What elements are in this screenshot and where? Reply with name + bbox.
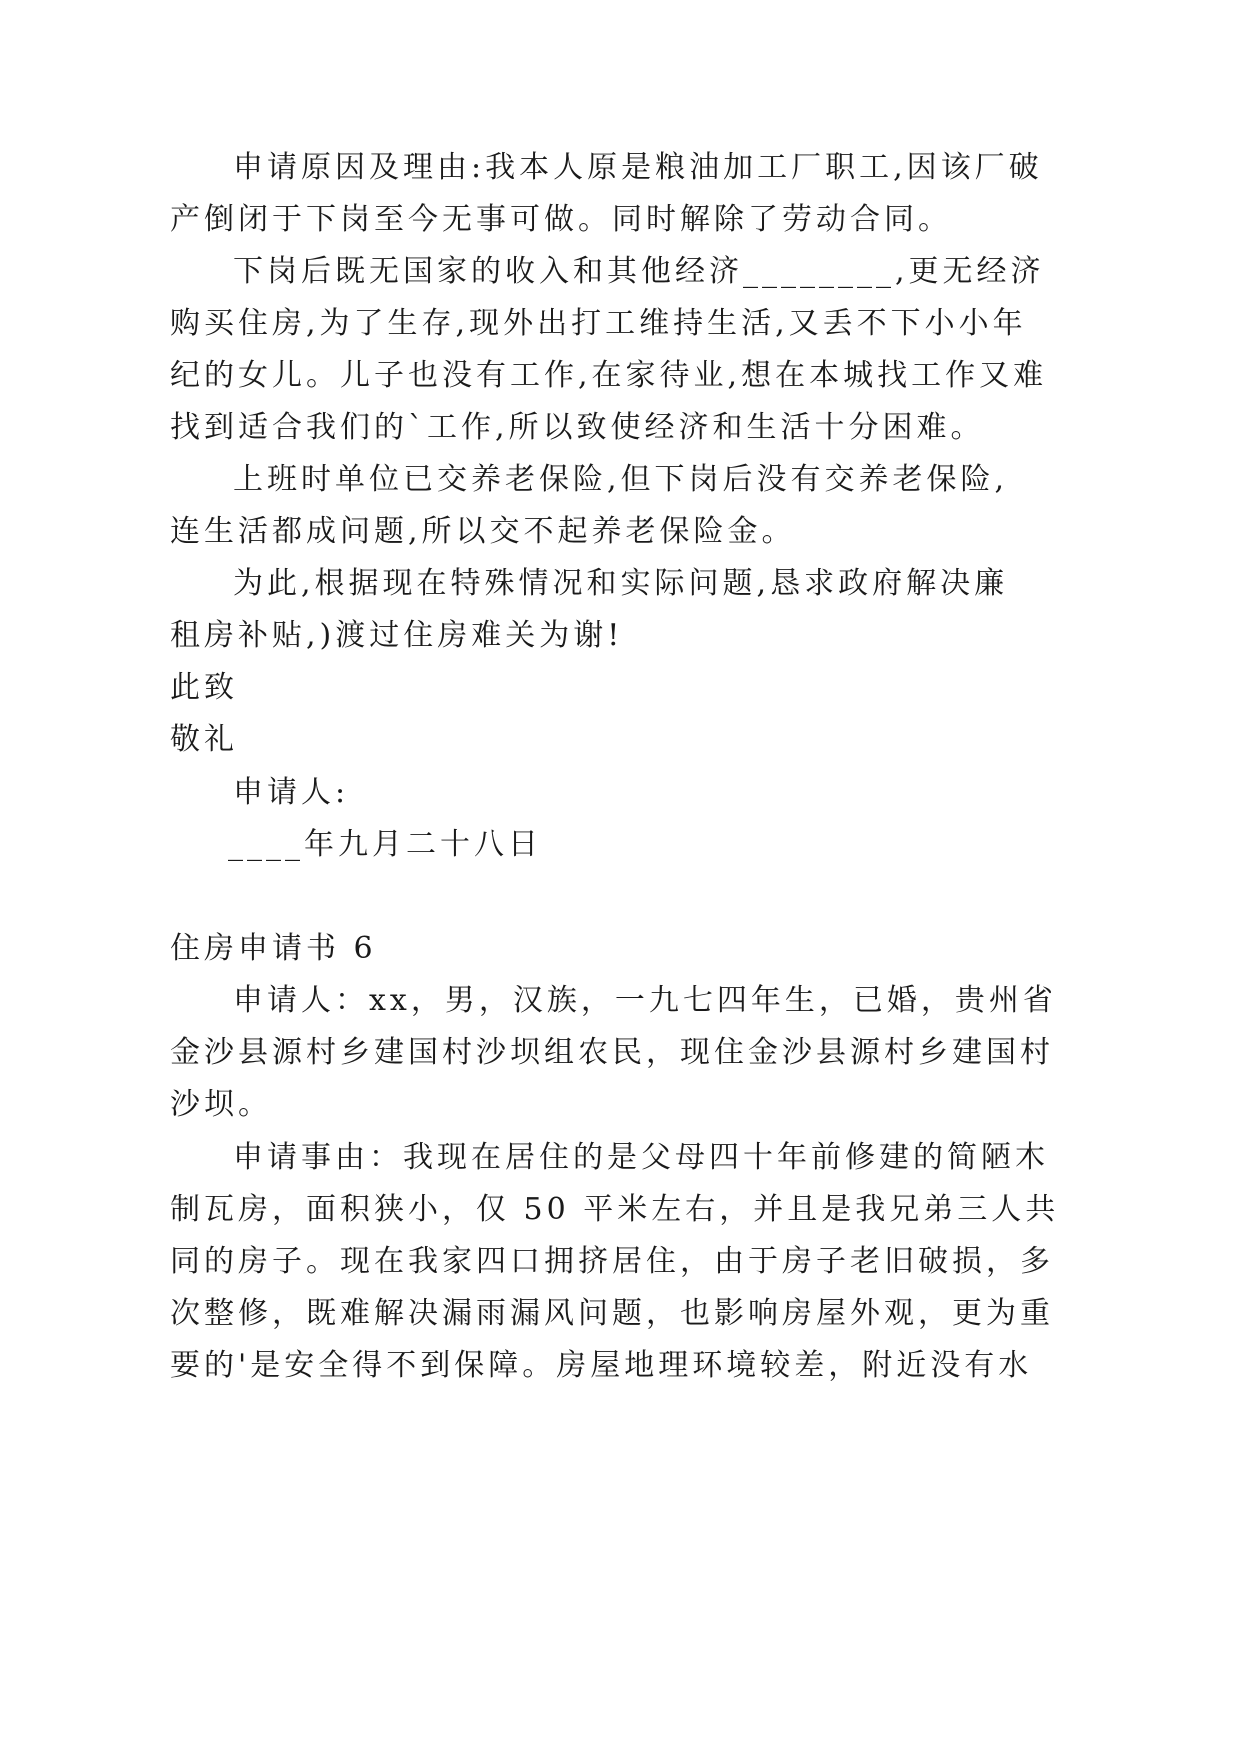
text-line-18-text: 沙坝。 (170, 1087, 272, 1122)
text-line-4 (0, 294, 1241, 354)
text-line-9 (0, 554, 1241, 614)
text-line-21-text: 同的房子。现在我家四口拥挤居住，由于房子老旧破损，多 (170, 1244, 1054, 1279)
text-line-19 (0, 1128, 1241, 1188)
text-line-17 (0, 1023, 1241, 1083)
text-line-1-text: 申请原因及理由:我本人原是粮油加工厂职工,因该厂破 (233, 150, 1043, 185)
text-line-12-text: 敬礼 (170, 722, 238, 757)
text-line-7-text: 上班时单位已交养老保险,但下岗后没有交养老保险, (233, 462, 1009, 497)
text-line-3 (0, 242, 1241, 302)
text-line-17-text: 金沙县源村乡建国村沙坝组农民，现住金沙县源村乡建国村 (170, 1035, 1054, 1070)
text-line-20-text: 制瓦房，面积狭小，仅 50 平米左右，并且是我兄弟三人共 (170, 1192, 1060, 1227)
text-line-14-text: ____年九月二十八日 (228, 827, 542, 862)
text-line-5 (0, 346, 1241, 406)
text-line-6-text: 找到适合我们的`工作,所以致使经济和生活十分困难。 (170, 410, 985, 445)
text-line-21 (0, 1232, 1241, 1292)
text-line-18 (0, 1075, 1241, 1135)
text-line-9-text: 为此,根据现在特殊情况和实际问题,恳求政府解决廉 (233, 566, 1009, 601)
text-line-10-text: 租房补贴,)渡过住房难关为谢! (170, 618, 624, 653)
text-line-22 (0, 1284, 1241, 1344)
text-line-15 (0, 919, 1241, 979)
text-line-3-text: 下岗后既无国家的收入和其他经济________,更无经济 (233, 254, 1045, 289)
text-line-16 (0, 971, 1241, 1031)
text-line-2 (0, 190, 1241, 250)
text-line-12 (0, 710, 1241, 770)
text-line-8 (0, 502, 1241, 562)
text-line-10 (0, 606, 1241, 666)
text-line-11-text: 此致 (170, 670, 238, 705)
text-line-1 (0, 138, 1241, 198)
text-line-22-text: 次整修，既难解决漏雨漏风问题，也影响房屋外观，更为重 (170, 1296, 1054, 1331)
text-line-7 (0, 450, 1241, 510)
text-line-23 (0, 1336, 1241, 1396)
text-line-2-text: 产倒闭于下岗至今无事可做。同时解除了劳动合同。 (170, 202, 952, 237)
text-line-8-text: 连生活都成问题,所以交不起养老保险金。 (170, 514, 796, 549)
text-line-11 (0, 658, 1241, 718)
text-line-16-text: 申请人：xx，男，汉族，一九七四年生，已婚，贵州省 (233, 983, 1057, 1018)
text-line-13-text: 申请人: (233, 775, 350, 810)
text-line-5-text: 纪的女儿。儿子也没有工作,在家待业,想在本城找工作又难 (170, 358, 1048, 393)
text-line-15-text: 住房申请书 6 (170, 931, 377, 966)
text-line-13 (0, 763, 1241, 823)
text-line-4-text: 购买住房,为了生存,现外出打工维持生活,又丢不下小小年 (170, 306, 1027, 341)
text-line-19-text: 申请事由：我现在居住的是父母四十年前修建的简陋木 (233, 1140, 1049, 1175)
text-line-14 (0, 815, 1241, 875)
text-line-6 (0, 398, 1241, 458)
text-line-20 (0, 1180, 1241, 1240)
text-line-23-text: 要的'是安全得不到保障。房屋地理环境较差，附近没有水 (170, 1348, 1033, 1383)
